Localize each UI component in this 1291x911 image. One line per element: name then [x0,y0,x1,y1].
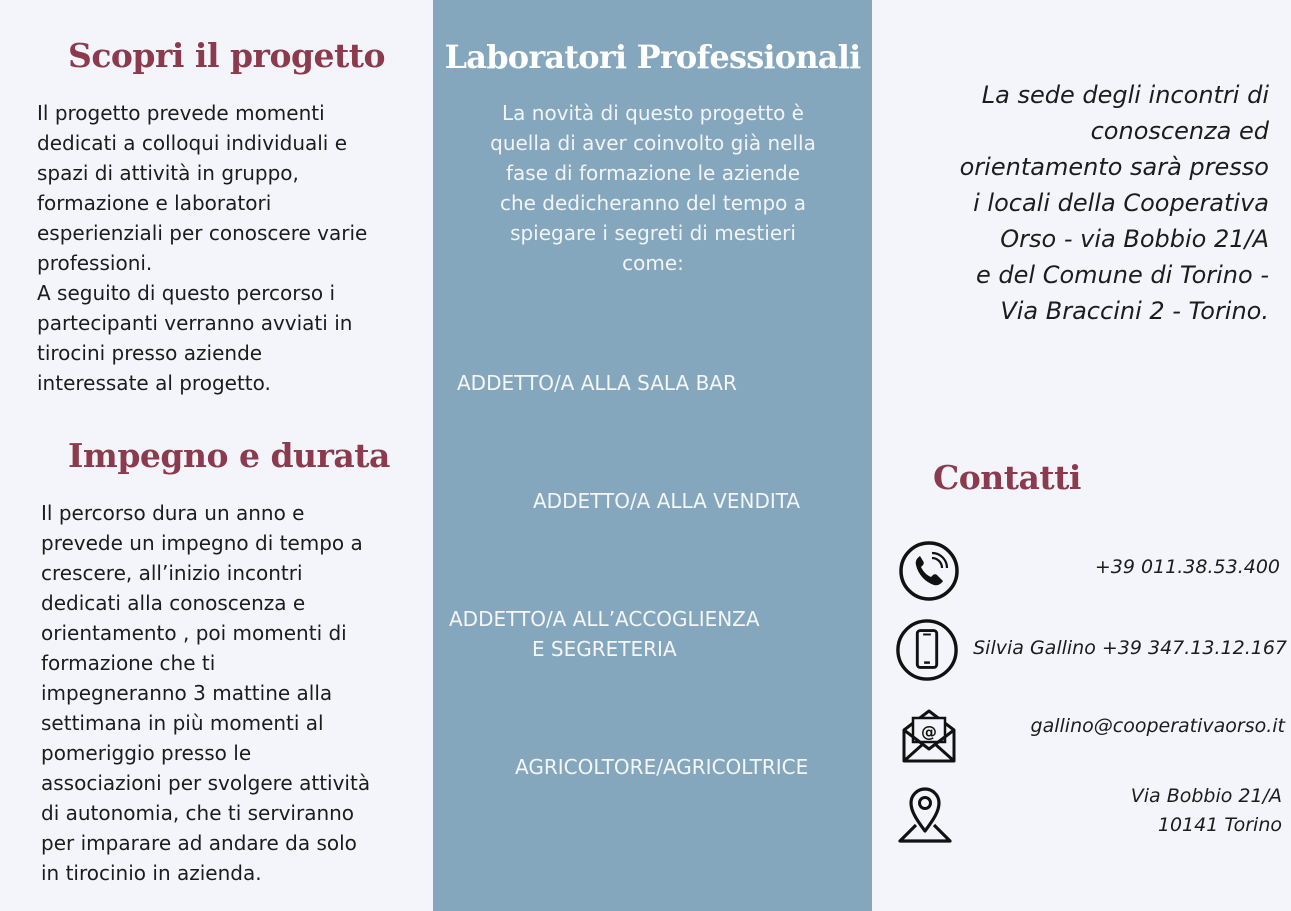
email-icon [897,703,961,767]
mobile-phone-icon [895,618,959,682]
contatti-title: Contatti [933,458,1081,497]
scopri-text: Il progetto prevede momenti dedicati a colloqui individuali e spazi di attività in gruppo, formazione e laboratori esperienziali per conoscere varie professioni. A seguito di questo percorso i partecipanti verranno avviati in tirocini presso aziende interessate al progetto. [37,101,368,395]
mobile-contact[interactable]: Silvia Gallino +39 347.13.12.167 [973,637,1287,659]
middle-column [433,0,872,911]
scopri-title: Scopri il progetto [68,36,386,75]
role-item: AGRICOLTORE/AGRICOLTRICE [515,755,809,779]
left-column [0,0,433,911]
right-column [872,0,1291,911]
role-item: ADDETTO/A ALLA VENDITA [533,489,801,513]
phone-icon [897,539,961,603]
sede-text: La sede degli incontri di conoscenza ed orientamento sarà presso i locali della Cooperativa Orso - via Bobbio 21/A e del Comune di Torino - Via Braccini 2 - Torino. [959,81,1269,325]
laboratori-intro: La novità di questo progetto è quella di aver coinvolto già nella fase di formazione le aziende che dedicheranno del tempo a spiegare i segreti di mestieri come: [490,101,816,275]
impegno-text: Il percorso dura un anno e prevede un impegno di tempo a crescere, all’inizio incontri dedicati alla conoscenza e orientamento , poi momenti di formazione che ti impegneranno 3 mattine alla settimana in più momenti al pomeriggio presso le associazioni per svolgere attività di autonomia, che ti serviranno per imparare ad andare da solo in tirocinio in azienda. [41,501,371,885]
role-item: ADDETTO/A ALLA SALA BAR [457,371,737,395]
phone-number[interactable]: +39 011.38.53.400 [1094,556,1280,578]
laboratori-title: Laboratori Professionali [444,38,861,76]
email-address[interactable]: gallino@cooperativaorso.it [1030,715,1285,737]
impegno-title: Impegno e durata [68,436,390,475]
svg-text:@: @ [921,722,937,741]
role-item: ADDETTO/A ALL’ACCOGLIENZA E SEGRETERIA [449,607,760,661]
postal-address: Via Bobbio 21/A 10141 Torino [1130,785,1282,836]
location-pin-icon [893,784,957,848]
